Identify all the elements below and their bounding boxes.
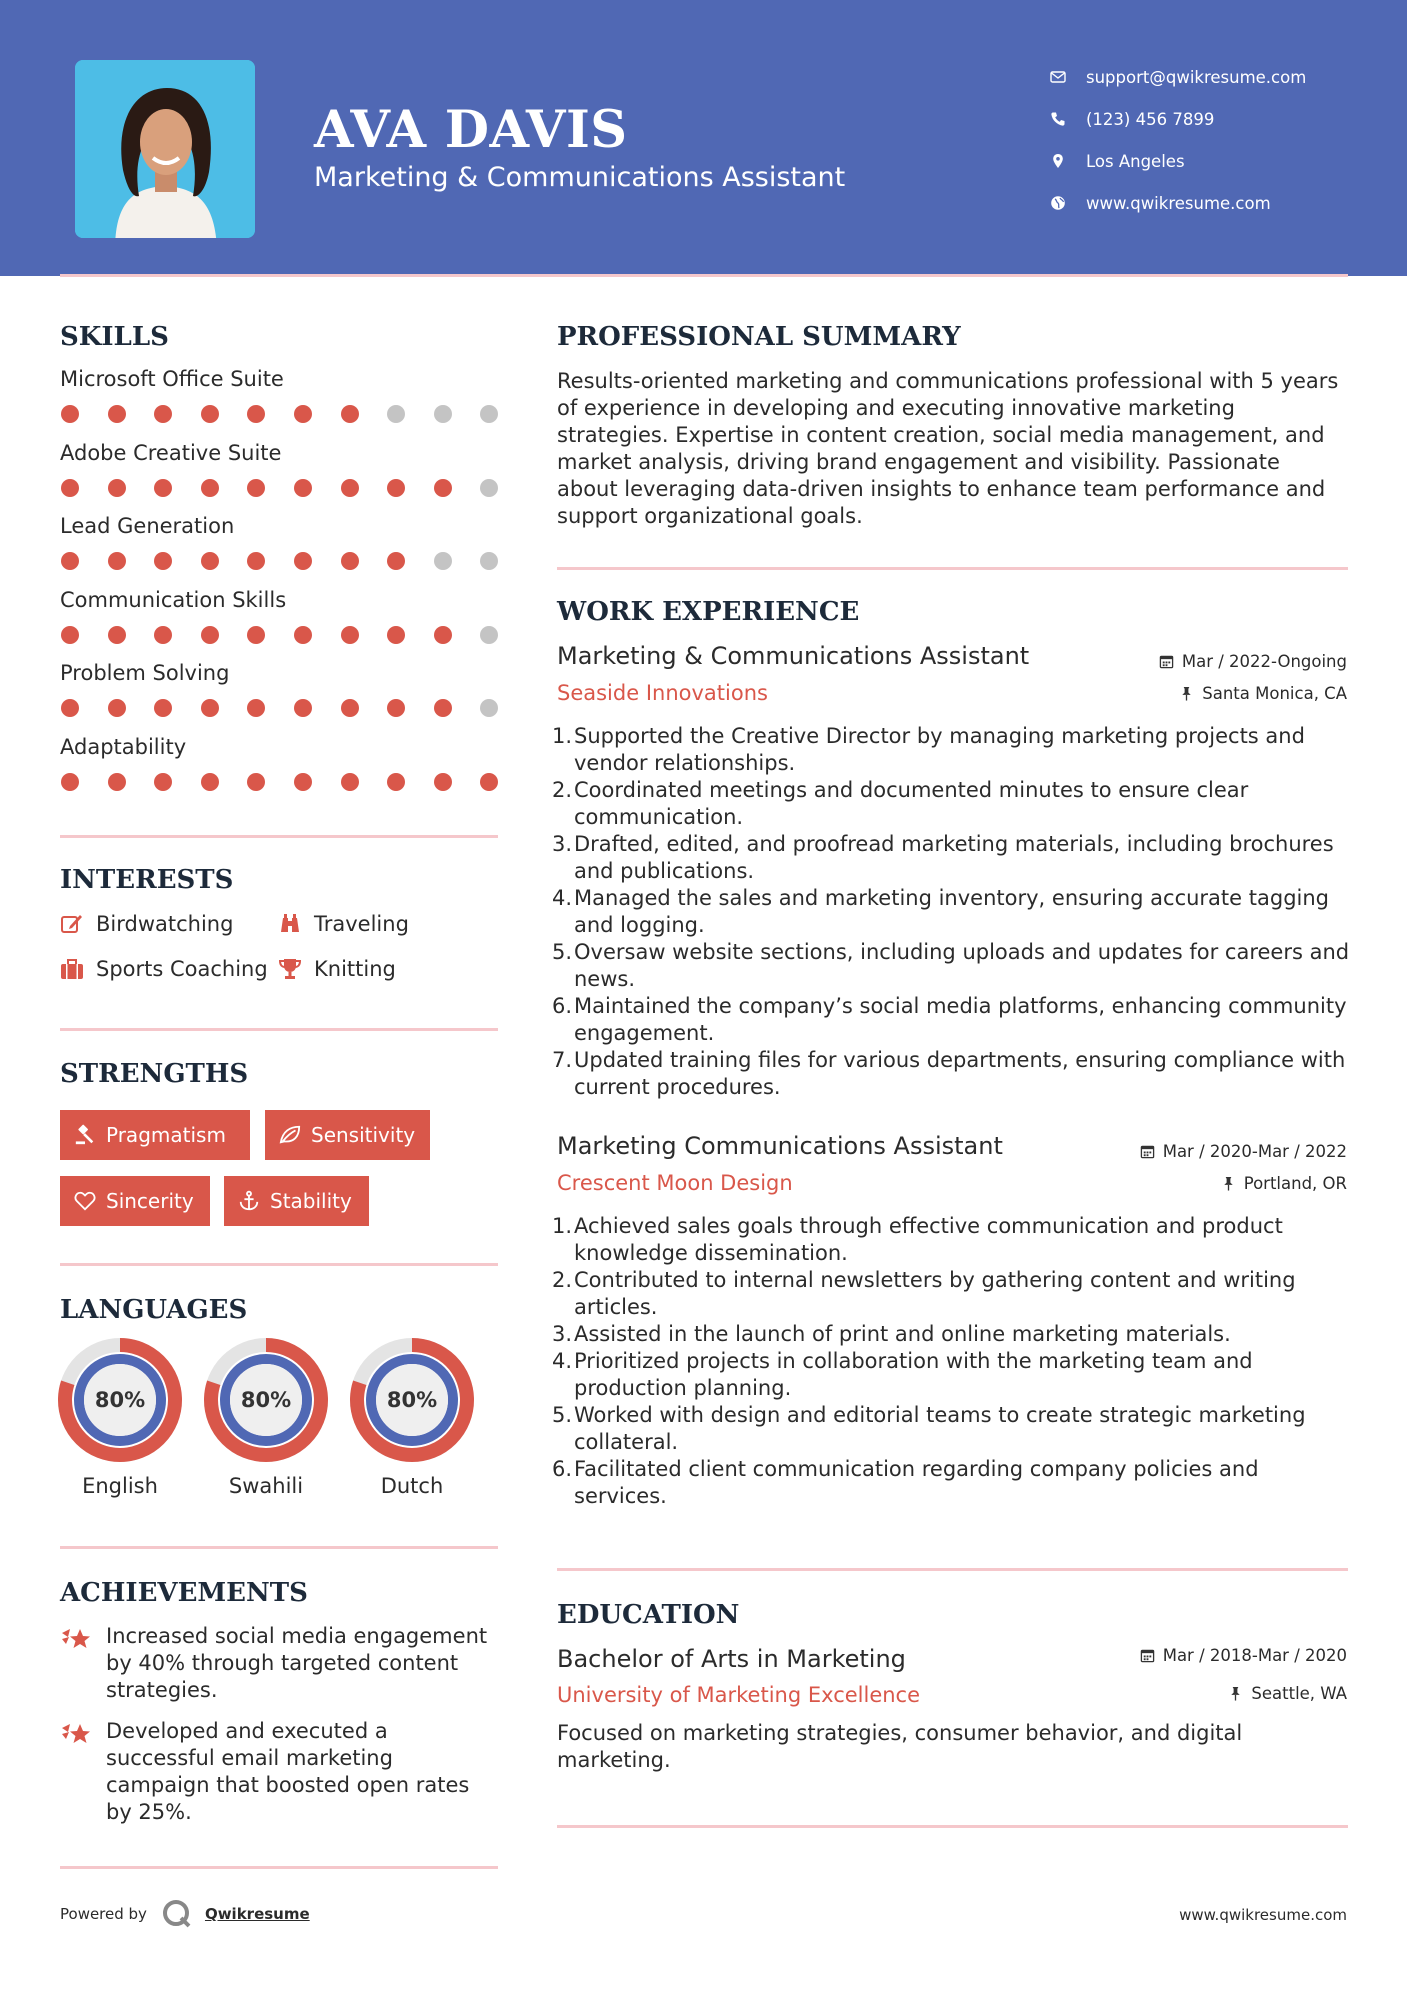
education-date [1140,1646,1347,1665]
footer-url[interactable]: www.qwikresume.com [1179,1906,1347,1924]
experience-heading: WORK EXPERIENCE [557,597,860,627]
skill-rating [61,626,499,644]
contact-website[interactable] [1050,182,1306,224]
header-banner [0,0,1407,276]
job-date-text: Mar / 2020-Mar / 2022 [1162,1142,1347,1161]
skill-rating [61,773,499,791]
contact-email-text: support@qwikresume.com [1086,67,1307,87]
rating-dot-filled [154,699,172,717]
rating-dot-filled [154,405,172,423]
list-item: 2. Coordinated meetings and documented minutes to ensure clear communication. [552,778,1249,829]
rating-dot-filled [294,626,312,644]
list-item: 6. Facilitated client communication regarding company policies and services. [552,1457,1259,1508]
interest-label: Birdwatching [96,912,234,936]
list-item: 5. Oversaw website sections, including uploads and updates for careers and news. [552,940,1350,991]
rating-dot-filled [434,479,452,497]
language-percent: 80% [240,1388,292,1412]
interests-divider [60,1028,498,1031]
education-degree: Bachelor of Arts in Marketing [557,1645,906,1673]
strength-tag-sensitivity [265,1110,430,1160]
rating-dot-filled [154,626,172,644]
rating-dot-filled [434,773,452,791]
strength-label: Sensitivity [311,1123,416,1147]
contact-phone-text: (123) 456 7899 [1086,109,1215,129]
star-medal-icon [60,1625,92,1655]
calendar-icon [1140,1144,1155,1159]
calendar-icon [1159,654,1174,669]
list-item: 5. Worked with design and editorial teams to create strategic marketing collateral. [552,1403,1306,1454]
rating-dot-filled [154,773,172,791]
job-location [1179,684,1347,703]
education-description: Focused on marketing strategies, consumer behavior, and digital marketing. [557,1721,1243,1772]
summary-text: Results-oriented marketing and communications professional with 5 years of experience in developing and executing innovative marketing strategies. Expertise in content creation, social media management, and market analysis, driving brand engagement and visibility. Passionate about leveraging data-driven insights to enhance team performance and support organizational goals. [557,369,1339,528]
list-item: 7. Updated training files for various departments, ensuring compliance with current procedures. [552,1048,1346,1099]
phone-icon [1050,111,1066,127]
rating-dot-filled [247,773,265,791]
rating-dot-empty [480,405,498,423]
language-swahili [204,1338,328,1498]
skill-name: Lead Generation [60,514,235,538]
rating-dot-filled [61,552,79,570]
job-location-text: Santa Monica, CA [1202,684,1347,703]
rating-dot-filled [294,552,312,570]
rating-dot-filled [108,699,126,717]
rating-dot-filled [341,626,359,644]
achievements-divider [60,1866,498,1869]
anchor-icon [238,1190,260,1212]
strengths-divider [60,1263,498,1266]
education-school: University of Marketing Excellence [557,1683,921,1707]
map-pin-icon [1050,153,1066,169]
candidate-name: AVA DAVIS [314,100,628,160]
envelope-icon [1050,69,1066,85]
rating-dot-filled [154,552,172,570]
rating-dot-empty [480,626,498,644]
rating-dot-filled [201,699,219,717]
interest-knitting [278,957,396,981]
strength-label: Sincerity [106,1189,194,1213]
list-item: 3. Assisted in the launch of print and online marketing materials. [552,1322,1231,1346]
rating-dot-filled [434,626,452,644]
strength-label: Pragmatism [106,1123,226,1147]
leaf-icon [279,1124,301,1146]
profile-photo [75,60,255,238]
pencil-icon [60,912,84,936]
job-title: Marketing & Communications Assistant [557,642,1030,670]
rating-dot-filled [294,479,312,497]
interest-traveling [278,912,409,936]
strengths-heading: STRENGTHS [60,1059,249,1089]
summary-heading: PROFESSIONAL SUMMARY [557,322,961,352]
rating-dot-filled [341,405,359,423]
binoculars-icon [278,912,302,936]
language-name: English [82,1474,158,1498]
qwikresume-logo-icon [161,1898,193,1930]
skill-name: Microsoft Office Suite [60,367,284,391]
job-location [1221,1174,1347,1193]
rating-dot-filled [387,479,405,497]
list-item: 4. Prioritized projects in collaboration with the marketing team and production planning. [552,1349,1253,1400]
education-location-text: Seattle, WA [1251,1684,1347,1703]
skill-rating [61,699,499,717]
rating-dot-filled [108,626,126,644]
strength-tag-stability [224,1176,369,1226]
education-location [1228,1684,1347,1703]
language-name: Swahili [228,1474,304,1498]
skill-name: Adobe Creative Suite [60,440,282,465]
powered-by-label: Powered by [60,1905,147,1923]
powered-by [60,1898,310,1930]
rating-dot-filled [387,699,405,717]
pushpin-icon [1221,1176,1236,1191]
achievement-item [60,1718,500,1826]
rating-dot-filled [434,699,452,717]
trophy-icon [278,957,302,981]
rating-dot-filled [201,773,219,791]
job-company: Crescent Moon Design [557,1171,793,1195]
job-title: Marketing Communications Assistant [557,1132,1003,1160]
interests-heading: INTERESTS [60,865,234,895]
rating-dot-filled [247,552,265,570]
languages-divider [60,1546,498,1549]
interest-label: Knitting [314,957,396,981]
summary-divider [557,567,1348,570]
list-item: 3. Drafted, edited, and proofread marketing materials, including brochures and publications. [552,832,1334,883]
achievement-text: Increased social media engagement by 40% through targeted content strategies. [106,1624,488,1702]
job-date [1159,652,1347,671]
pushpin-icon [1179,686,1194,701]
rating-dot-filled [61,773,79,791]
rating-dot-filled [247,479,265,497]
list-item: 1. Supported the Creative Director by managing marketing projects and vendor relationships. [552,724,1305,775]
rating-dot-filled [341,552,359,570]
rating-dot-empty [480,552,498,570]
strength-label: Stability [270,1189,352,1213]
rating-dot-filled [294,773,312,791]
skill-rating [61,552,499,570]
education-heading: EDUCATION [557,1600,740,1630]
list-item: 1. Achieved sales goals through effective communication and product knowledge dissemination. [552,1214,1283,1265]
job-date [1140,1142,1347,1161]
rating-dot-filled [108,405,126,423]
rating-dot-empty [480,479,498,497]
rating-dot-empty [387,405,405,423]
contact-email[interactable] [1050,56,1306,98]
education-date-text: Mar / 2018-Mar / 2020 [1162,1646,1347,1665]
language-dutch [350,1338,474,1498]
experience-divider [557,1568,1348,1571]
contact-location [1050,140,1306,182]
rating-dot-filled [294,405,312,423]
candidate-role: Marketing & Communications Assistant [314,162,846,193]
interest-label: Traveling [314,912,409,936]
job-location-text: Portland, OR [1243,1174,1347,1193]
rating-dot-filled [387,552,405,570]
rating-dot-filled [341,479,359,497]
rating-dot-filled [341,699,359,717]
heart-icon [74,1190,96,1212]
rating-dot-filled [61,405,79,423]
contact-phone[interactable] [1050,98,1306,140]
rating-dot-filled [108,552,126,570]
skill-name: Adaptability [60,734,187,759]
rating-dot-filled [247,405,265,423]
job-bullets [552,723,1352,1101]
gavel-icon [74,1124,96,1146]
rating-dot-filled [387,626,405,644]
language-percent: 80% [94,1388,146,1412]
skill-name: Communication Skills [60,587,287,612]
qwikresume-link[interactable]: Qwikresume [204,1905,310,1923]
achievement-text: Developed and executed a successful email marketing campaign that boosted open rates by 25%. [106,1719,470,1824]
rating-dot-filled [294,699,312,717]
pushpin-icon [1228,1686,1243,1701]
skill-rating [61,479,499,497]
rating-dot-empty [480,699,498,717]
list-item: 2. Contributed to internal newsletters by gathering content and writing articles. [552,1268,1296,1319]
list-item: 4. Managed the sales and marketing inventory, ensuring accurate tagging and logging. [552,886,1329,937]
skill-rating [61,405,499,423]
achievement-item [60,1623,500,1704]
rating-dot-filled [480,773,498,791]
briefcase-icon [60,957,84,981]
interest-birdwatching [60,912,233,936]
achievements-heading: ACHIEVEMENTS [60,1578,308,1608]
rating-dot-filled [61,479,79,497]
job-date-text: Mar / 2022-Ongoing [1181,652,1347,671]
skills-heading: SKILLS [60,322,169,352]
rating-dot-filled [201,405,219,423]
calendar-icon [1140,1648,1155,1663]
interest-sports-coaching [60,957,268,981]
rating-dot-filled [387,773,405,791]
rating-dot-filled [154,479,172,497]
contact-list [1050,56,1306,224]
star-medal-icon [60,1720,92,1750]
rating-dot-filled [61,626,79,644]
languages-heading: LANGUAGES [60,1295,248,1325]
language-english [58,1338,182,1498]
strength-tag-pragmatism [60,1110,250,1160]
education-divider [557,1825,1348,1828]
rating-dot-filled [61,699,79,717]
strength-tag-sincerity [60,1176,210,1226]
globe-icon [1050,195,1066,211]
rating-dot-filled [201,479,219,497]
rating-dot-filled [247,626,265,644]
job-company: Seaside Innovations [557,681,768,705]
skill-name: Problem Solving [60,661,230,685]
interest-label: Sports Coaching [96,957,268,981]
rating-dot-empty [434,405,452,423]
list-item: 6. Maintained the company’s social media platforms, enhancing community engagement. [552,994,1347,1045]
language-percent: 80% [386,1388,438,1412]
language-name: Dutch [380,1474,444,1498]
rating-dot-filled [341,773,359,791]
contact-location-text: Los Angeles [1086,151,1185,171]
rating-dot-filled [247,699,265,717]
job-bullets [552,1213,1352,1510]
header-divider [60,274,1348,277]
rating-dot-filled [201,552,219,570]
contact-website-text: www.qwikresume.com [1086,193,1271,213]
rating-dot-empty [434,552,452,570]
rating-dot-filled [108,773,126,791]
skills-divider [60,835,498,838]
rating-dot-filled [108,479,126,497]
rating-dot-filled [201,626,219,644]
